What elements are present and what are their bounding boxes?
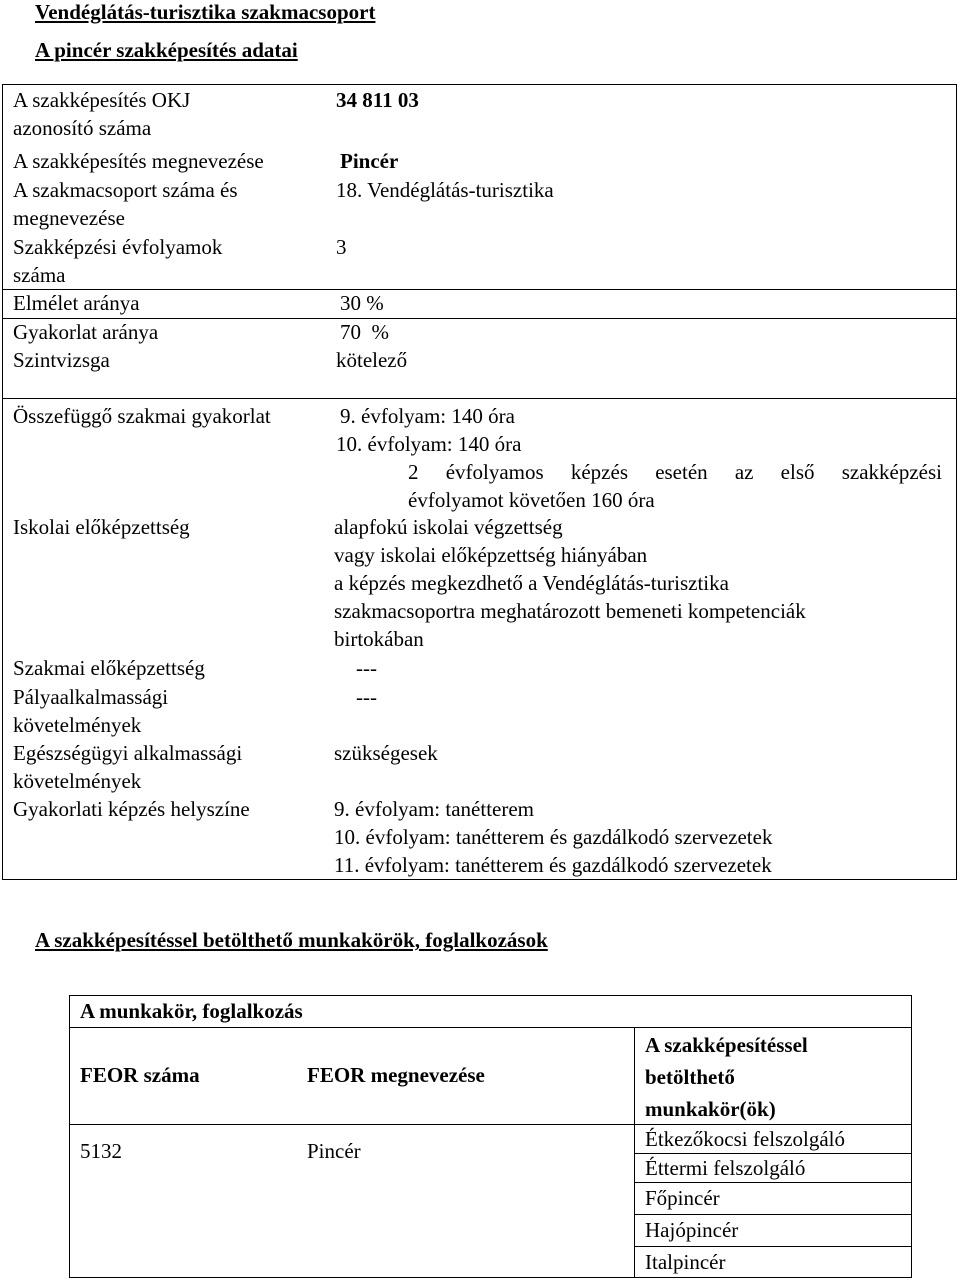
row-divider xyxy=(2,289,957,290)
col-positions: A szakképesítéssel betölthető munkakör(ök) xyxy=(645,1033,808,1121)
school-value: alapfokú iskolai végzettség vagy iskolai előképzettség hiányában a képzés megkezdhető a Vendéglátás-turisztika szakmacsoportra meghatározott bemeneti kompetenciák birtokában xyxy=(334,515,806,651)
prof-value: --- xyxy=(356,656,377,680)
level-exam-label: Szintvizsga xyxy=(13,348,110,372)
section-heading-jobs: A szakképesítéssel betölthető munkakörök, foglalkozások xyxy=(35,928,548,952)
career-label: Pályaalkalmassági követelmények xyxy=(13,685,169,737)
health-label: Egészségügyi alkalmassági követelmények xyxy=(13,741,243,793)
jobs-header: A munkakör, foglalkozás xyxy=(80,999,303,1023)
name-value: Pincér xyxy=(340,149,399,173)
group-label: A szakmacsoport száma és megnevezése xyxy=(13,178,238,230)
school-label: Iskolai előképzettség xyxy=(13,515,190,539)
prof-label: Szakmai előképzettség xyxy=(13,656,205,680)
group-value: 18. Vendéglátás-turisztika xyxy=(336,178,554,202)
col-feor-name: FEOR megnevezése xyxy=(307,1063,485,1087)
site-label: Gyakorlati képzés helyszíne xyxy=(13,797,250,821)
table-divider xyxy=(2,398,957,399)
career-value: --- xyxy=(356,685,377,709)
practice-label: Gyakorlat aránya xyxy=(13,320,159,344)
feor-number: 5132 xyxy=(80,1139,122,1163)
internship-note: 2 évfolyamos képzés esetén az első szakképzési xyxy=(408,460,942,484)
theory-value: 30 % xyxy=(340,291,384,315)
section-heading-data: A pincér szakképesítés adatai xyxy=(35,38,298,62)
okj-value: 34 811 03 xyxy=(336,88,419,112)
position-item: Italpincér xyxy=(645,1250,726,1274)
jobs-list-divider xyxy=(634,1182,912,1183)
position-item: Hajópincér xyxy=(645,1218,739,1242)
years-label: Szakképzési évfolyamok száma xyxy=(13,235,223,287)
section-heading-group: Vendéglátás-turisztika szakmacsoport xyxy=(35,0,376,24)
level-exam-value: kötelező xyxy=(336,348,408,372)
practice-value: 70 % xyxy=(340,320,389,344)
theory-label: Elmélet aránya xyxy=(13,291,140,315)
jobs-list-divider xyxy=(634,1246,912,1247)
internship-year-10: 10. évfolyam: 140 óra xyxy=(336,432,522,456)
position-item: Főpincér xyxy=(645,1186,720,1210)
site-value: 9. évfolyam: tanétterem 10. évfolyam: tanétterem és gazdálkodó szervezetek 11. évfolyam: tanétterem és gazdálkodó szervezetek xyxy=(334,797,773,877)
okj-label: A szakképesítés OKJ azonosító száma xyxy=(13,88,191,140)
jobs-header-divider xyxy=(69,1027,912,1028)
health-value: szükségesek xyxy=(334,741,438,765)
feor-name: Pincér xyxy=(307,1139,361,1163)
internship-note-cont: évfolyamot követően 160 óra xyxy=(408,488,655,512)
name-label: A szakképesítés megnevezése xyxy=(13,149,264,173)
position-item: Éttermi felszolgáló xyxy=(645,1156,806,1180)
internship-year-9: 9. évfolyam: 140 óra xyxy=(340,404,515,428)
jobs-list-divider xyxy=(634,1214,912,1215)
col-feor-number: FEOR száma xyxy=(80,1063,200,1087)
years-value: 3 xyxy=(336,235,347,259)
position-item: Étkezőkocsi felszolgáló xyxy=(645,1127,846,1151)
internship-label: Összefüggő szakmai gyakorlat xyxy=(13,404,271,428)
